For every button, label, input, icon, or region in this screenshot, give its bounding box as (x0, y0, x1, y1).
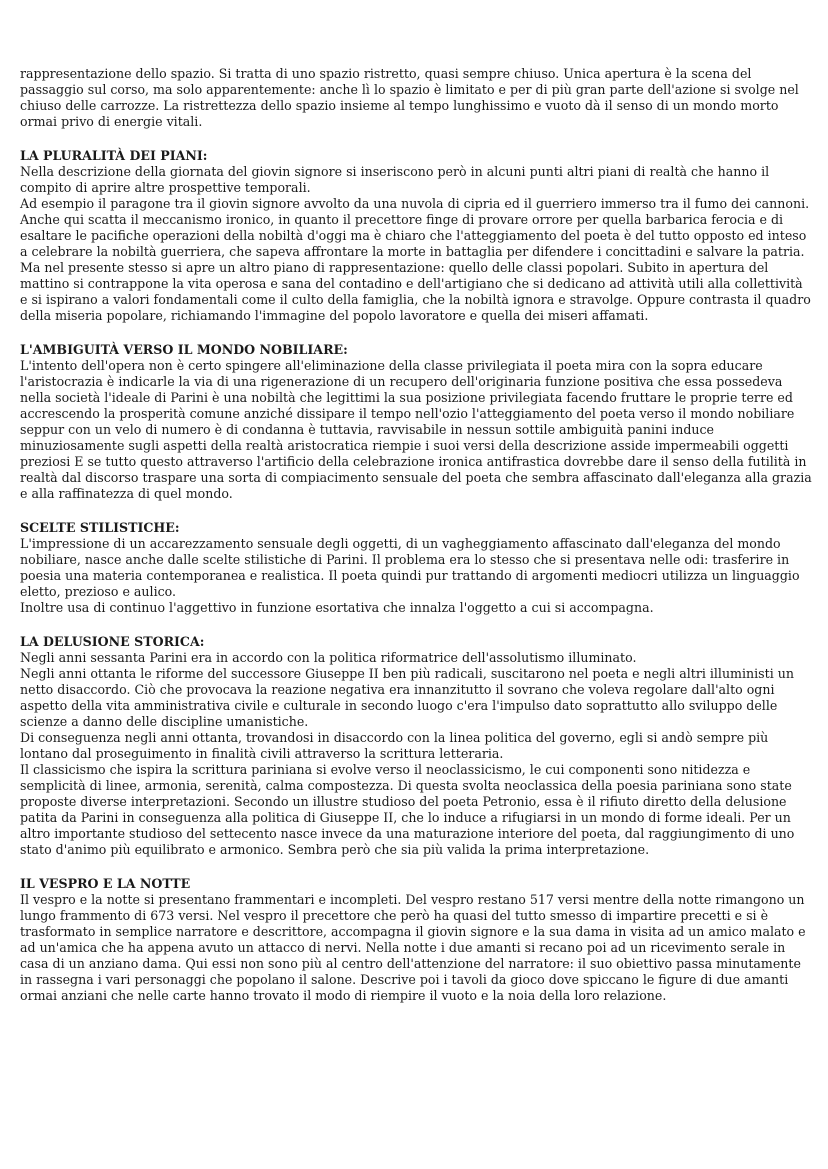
intro-section (20, 66, 812, 130)
paragraph: Il vespro e la notte si presentano frammentari e incompleti. Del vespro restano 517 versi mentre della notte rimangono un lungo frammento di 673 versi. Nel vespro il precettore che però ha quasi del tutto smesso di impartire precetti e si è trasformato in semplice narratore e descrittore, accompagna il giovin signore e la sua dama in visita ad un amico malato e ad un'amica che ha appena avuto un attacco di nervi. Nella notte i due amanti si recano poi ad un ricevimento serale in casa di un anziano dama. Qui essi non sono più al centro dell'attenzione del narratore: il suo obiettivo passa minutamente in rassegna i vari personaggi che popolano il salone. Descrive poi i tavoli da gioco dove spiccano le figure di due amanti ormai anziani che nelle carte hanno trovato il modo di riempire il vuoto e la noia della loro relazione. (20, 892, 806, 1003)
paragraph: Il classicismo che ispira la scrittura pariniana si evolve verso il neoclassicismo, le cui componenti sono nitidezza e semplicità di linee, armonia, serenità, calma compostezza. Di questa svolta neoclassica della poesia pariniana sono state proposte diverse interpretazioni. Secondo un illustre studioso del poeta Petronio, essa è il rifiuto diretto della delusione patita da Parini in conseguenza alla politica di Giuseppe II, che lo induce a rifugiarsi in un mondo di forme ideali. Per un altro importante studioso del settecento nasce invece da una maturazione interiore del poeta, dal raggiungimento di uno stato d'animo più equilibrato e armonico. Sembra però che sia più valida la prima interpretazione. (20, 762, 795, 857)
section-heading: IL VESPRO E LA NOTTE (20, 876, 191, 891)
section-heading: LA PLURALITÀ DEI PIANI: (20, 148, 208, 163)
paragraph: L'intento dell'opera non è certo spingere all'eliminazione della classe privilegiata il poeta mira con la sopra educare l'aristocrazia è indicarle la via di una rigenerazione di un recupero dell'originaria funzione positiva che essa possedeva nella società l'ideale di Parini è una nobiltà che legittimi la sua posizione privilegiata facendo fruttare le proprie terre ed accrescendo la prosperità comune anziché dissipare il tempo nell'ozio l'atteggiamento del poeta verso il mondo nobiliare seppur con un velo di numero è di condanna è tuttavia, ravvisabile in nessun sottile ambiguità panini induce minuziosamente sugli aspetti della realtà aristocratica riempie i suoi versi della descrizione asside impermeabili oggetti preziosi E se tutto questo attraverso l'artificio della celebrazione ironica antifrastica dovrebbe dare il senso della futilità in realtà dal discorso traspare una sorta di compiacimento sensuale del poeta che sembra affascinato dall'eleganza alla grazia e alla raffinatezza di quel mondo. (20, 358, 812, 501)
section-pluralita-piani (20, 148, 812, 324)
paragraph: Negli anni sessanta Parini era in accordo con la politica riformatrice dell'assolutismo illuminato. (20, 650, 637, 665)
paragraph: Ad esempio il paragone tra il giovin signore avvolto da una nuvola di cipria ed il guerriero immerso tra il fumo dei cannoni. Anche qui scatta il meccanismo ironico, in quanto il precettore finge di provare orrore per quella barbarica ferocia e di esaltare le pacifiche operazioni della nobiltà d'oggi ma è chiaro che l'atteggiamento del poeta è del tutto opposto ed inteso a celebrare la nobiltà guerriera, che sapeva affrontare la morte in battaglia per difendere i concittadini e salvare la patria. Ma nel presente stesso si apre un altro piano di rappresentazione: quello delle classi popolari. Subito in apertura del mattino si contrappone la vita operosa e sana del contadino e dell'artigiano che si dedicano ad attività utili alla collettività e si ispirano a valori fondamentali come il culto della famiglia, che la nobiltà ignora e stravolge. Oppure contrasta il quadro della miseria popolare, richiamando l'immagine del popolo lavoratore e quella dei miseri affamati. (20, 196, 811, 323)
section-vespro-notte (20, 876, 812, 1004)
paragraph: Di conseguenza negli anni ottanta, trovandosi in disaccordo con la linea politica del governo, egli si andò sempre più lontano dal proseguimento in finalità civili attraverso la scrittura letteraria. (20, 730, 769, 761)
section-ambiguita-mondo-nobiliare (20, 342, 812, 502)
paragraph: Nella descrizione della giornata del giovin signore si inseriscono però in alcuni punti altri piani di realtà che hanno il compito di aprire altre prospettive temporali. (20, 164, 770, 195)
section-scelte-stilistiche (20, 520, 812, 616)
section-heading: LA DELUSIONE STORICA: (20, 634, 205, 649)
paragraph: Negli anni ottanta le riforme del successore Giuseppe II ben più radicali, suscitarono nel poeta e negli altri illuministi un netto disaccordo. Ciò che provocava la reazione negativa era innanzitutto il sovrano che voleva regolare dall'alto ogni aspetto della vita amministrativa civile e culturale in secondo luogo c'era l'impulso dato soprattutto allo sviluppo delle scienze a danno delle discipline umanistiche. (20, 666, 794, 729)
paragraph: L'impressione di un accarezzamento sensuale degli oggetti, di un vagheggiamento affascinato dall'eleganza del mondo nobiliare, nasce anche dalle scelte stilistiche di Parini. Il problema era lo stesso che si presentava nelle odi: trasferire in poesia una materia contemporanea e realistica. Il poeta quindi pur trattando di argomenti mediocri utilizza un linguaggio eletto, prezioso e aulico. (20, 536, 800, 599)
intro-paragraph: rappresentazione dello spazio. Si tratta di uno spazio ristretto, quasi sempre chiuso. Unica apertura è la scena del passaggio sul corso, ma solo apparentemente: anche lì lo spazio è limitato e per di più gran parte dell'azione si svolge nel chiuso delle carrozze. La ristrettezza dello spazio insieme al tempo lunghissimo e vuoto dà il senso di un mondo morto ormai privo di energie vitali. (20, 66, 799, 129)
section-heading: SCELTE STILISTICHE: (20, 520, 180, 535)
section-heading: L'AMBIGUITÀ VERSO IL MONDO NOBILIARE: (20, 342, 348, 357)
section-delusione-storica (20, 634, 812, 858)
document-page (20, 66, 812, 1022)
paragraph: Inoltre usa di continuo l'aggettivo in funzione esortativa che innalza l'oggetto a cui si accompagna. (20, 600, 654, 615)
